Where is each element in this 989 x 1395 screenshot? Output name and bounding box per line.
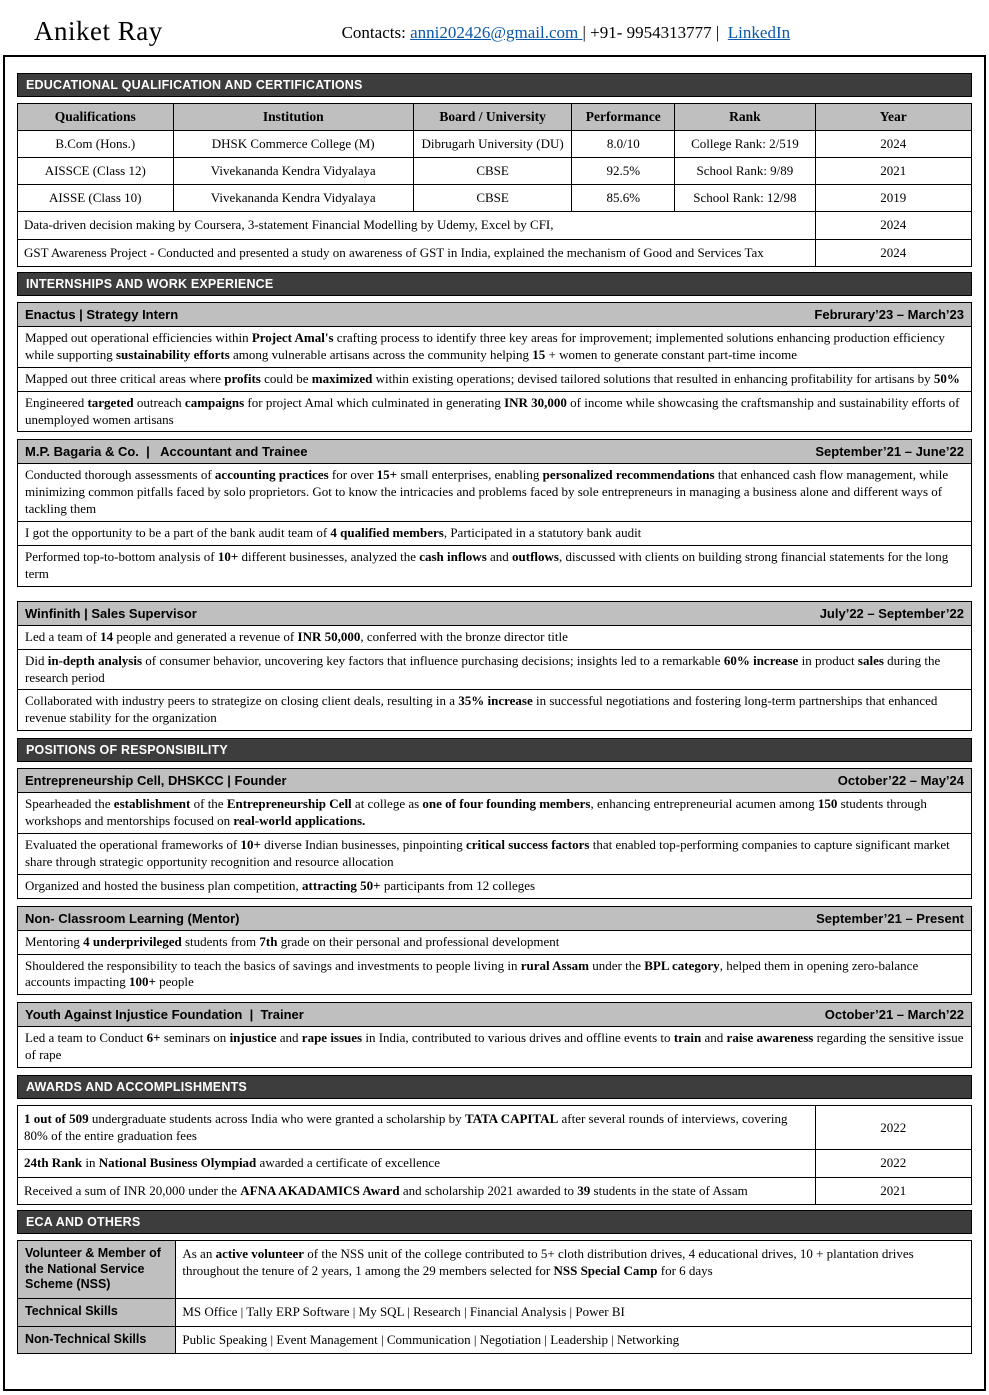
position-entry-ecell xyxy=(17,768,972,898)
contact-line xyxy=(163,16,969,43)
award-row xyxy=(18,1177,972,1205)
year-cell: 2021 xyxy=(815,158,971,185)
eca-text: MS Office | Tally ERP Software | My SQL | Research | Financial Analysis | Power BI xyxy=(176,1299,972,1327)
entry-role: Entrepreneurship Cell, DHSKCC | Founder xyxy=(25,773,287,789)
entry-period: Februrary’23 – March’23 xyxy=(814,307,964,322)
award-text: 24th Rank in National Business Olympiad awarded a certificate of excellence xyxy=(18,1150,816,1178)
bullet-item: I got the opportunity to be a part of the bank audit team of 4 qualified members, Participated in a statutory bank audit xyxy=(18,522,971,546)
entry-header xyxy=(18,1003,971,1027)
award-row xyxy=(18,1106,972,1150)
entry-period: October’22 – May’24 xyxy=(837,773,964,789)
phone-number: +91- 9954313777 xyxy=(590,23,712,42)
position-entry-yaif xyxy=(17,1002,972,1068)
column-header-institution: Institution xyxy=(173,104,413,131)
contacts-label: Contacts: xyxy=(341,23,411,42)
entry-role: Winfinith | Sales Supervisor xyxy=(25,605,197,621)
education-header-row xyxy=(18,104,972,131)
entry-period: September’21 – Present xyxy=(816,910,964,926)
bullet-item: Engineered targeted outreach campaigns for project Amal which culminated in generating INR 30,000 of income while showcasing the craftsmanship and sustainability efforts of unemployed women artisans xyxy=(25,394,960,427)
position-entry-mentor xyxy=(17,906,972,996)
award-year: 2022 xyxy=(815,1150,971,1178)
performance-cell: 85.6% xyxy=(572,185,675,212)
qualification-cell: B.Com (Hons.) xyxy=(18,131,174,158)
year-cell: 2019 xyxy=(815,185,971,212)
entry-role: Non- Classroom Learning (Mentor) xyxy=(25,910,240,926)
bullet-item: Performed top-to-bottom analysis of 10+ different businesses, analyzed the cash inflows and outflows, discussed with clients on building strong financial statements for the long term xyxy=(25,549,949,581)
entry-header xyxy=(18,907,971,931)
eca-label: Technical Skills xyxy=(18,1299,176,1327)
certification-text: GST Awareness Project - Conducted and presented a study on awareness of GST in India, explained the mechanism of Good and Services Tax xyxy=(18,239,816,267)
bullet-item: Led a team of 14 people and generated a revenue of INR 50,000, conferred with the bronze director title xyxy=(18,626,971,650)
institution-cell: Vivekananda Kendra Vidyalaya xyxy=(173,185,413,212)
eca-text: As an active volunteer of the NSS unit of the college contributed to 5+ cloth distribution drives, 4 educational drives, 10 + plantation drives throughout the tenure of 2 years, 1 among the 29 members selected for NSS Special Camp for 6 days xyxy=(176,1241,972,1299)
award-text: Received a sum of INR 20,000 under the AFNA AKADAMICS Award and scholarship 2021 awarded to 39 students in the state of Assam xyxy=(18,1177,816,1205)
eca-row-nss xyxy=(18,1241,972,1299)
year-cell: 2024 xyxy=(815,131,971,158)
bullet-item: Mapped out three critical areas where profits could be maximized within existing operations; devised tailored solutions that resulted in enhancing profitability for artisans by 50% xyxy=(18,368,971,392)
bullet-item: Evaluated the operational frameworks of 10+ diverse Indian businesses, pinpointing critical success factors that enabled top-performing companies to capture significant market share through strategic opportunity recognition and resource allocation xyxy=(18,834,971,875)
column-header-performance: Performance xyxy=(572,104,675,131)
award-row xyxy=(18,1150,972,1178)
certification-year: 2024 xyxy=(815,212,971,240)
performance-cell: 8.0/10 xyxy=(572,131,675,158)
bullet-item: Led a team to Conduct 6+ seminars on injustice and rape issues in India, contributed to various drives and offline events to train and raise awareness regarding the sensitive issue of rape xyxy=(25,1030,964,1063)
entry-period: July’22 – September’22 xyxy=(819,605,964,621)
institution-cell: Vivekananda Kendra Vidyalaya xyxy=(173,158,413,185)
board-cell: Dibrugarh University (DU) xyxy=(413,131,571,158)
entry-header xyxy=(18,769,971,793)
bullet-item: Did in-depth analysis of consumer behavior, uncovering key factors that influence purchasing decisions; insights led to a remarkable 60% increase in product sales during the research period xyxy=(18,650,971,691)
institution-cell: DHSK Commerce College (M) xyxy=(173,131,413,158)
column-header-year: Year xyxy=(815,104,971,131)
column-header-qualifications: Qualifications xyxy=(18,104,174,131)
candidate-name: Aniket Ray xyxy=(34,16,163,46)
section-header-awards: AWARDS AND ACCOMPLISHMENTS xyxy=(17,1075,972,1099)
eca-row-technical-skills xyxy=(18,1299,972,1327)
performance-cell: 92.5% xyxy=(572,158,675,185)
education-table xyxy=(17,103,972,267)
certification-row xyxy=(18,212,972,240)
section-header-education: EDUCATIONAL QUALIFICATION AND CERTIFICATIONS xyxy=(17,73,972,97)
resume-header xyxy=(0,0,989,53)
linkedin-link[interactable]: LinkedIn xyxy=(727,23,791,42)
content-frame xyxy=(3,55,986,1391)
qualification-cell: AISSCE (Class 12) xyxy=(18,158,174,185)
entry-header xyxy=(18,440,971,464)
eca-label: Volunteer & Member of the National Service Scheme (NSS) xyxy=(18,1241,176,1299)
experience-entry-winfinith xyxy=(17,601,972,731)
email-link[interactable]: anni202426@gmail.com xyxy=(410,23,583,42)
bullet-item: Organized and hosted the business plan competition, attracting 50+ participants from 12 colleges xyxy=(25,877,536,893)
qualification-cell: AISSE (Class 10) xyxy=(18,185,174,212)
award-year: 2022 xyxy=(815,1106,971,1150)
eca-label: Non-Technical Skills xyxy=(18,1326,176,1354)
education-row-class10 xyxy=(18,185,972,212)
entry-role: Youth Against Injustice Foundation | Trainer xyxy=(25,1007,304,1023)
bullet-item: Mentoring 4 underprivileged students from 7th grade on their personal and professional development xyxy=(18,931,971,955)
column-header-rank: Rank xyxy=(675,104,815,131)
certification-row xyxy=(18,239,972,267)
bullet-item: Conducted thorough assessments of accounting practices for over 15+ small enterprises, enabling personalized recommendations that enhanced cash flow management, while minimizing common pitfalls faced by solo proprietors. Got to know the intricacies and problems faced by sole entrepreneurs in managing a business alone and different ways of tackling them xyxy=(18,464,971,522)
entry-header xyxy=(18,602,971,626)
rank-cell: School Rank: 12/98 xyxy=(675,185,815,212)
board-cell: CBSE xyxy=(413,158,571,185)
contact-separator-2: | xyxy=(711,23,728,42)
award-text: 1 out of 509 undergraduate students across India who were granted a scholarship by TATA CAPITAL after several rounds of interviews, covering 80% of the entire graduation fees xyxy=(18,1106,816,1150)
section-header-internships: INTERNSHIPS AND WORK EXPERIENCE xyxy=(17,272,972,296)
board-cell: CBSE xyxy=(413,185,571,212)
eca-row-non-technical-skills xyxy=(18,1326,972,1354)
certification-text: Data-driven decision making by Coursera, 3-statement Financial Modelling by Udemy, Excel by CFI, xyxy=(18,212,816,240)
section-header-eca: ECA AND OTHERS xyxy=(17,1210,972,1234)
entry-role: Enactus | Strategy Intern xyxy=(25,307,179,322)
experience-entry-mp-bagaria xyxy=(17,439,972,586)
contact-separator: | xyxy=(582,23,591,42)
rank-cell: School Rank: 9/89 xyxy=(675,158,815,185)
eca-table xyxy=(17,1240,972,1354)
column-header-board: Board / University xyxy=(413,104,571,131)
education-row-class12 xyxy=(18,158,972,185)
entry-period: September’21 – June’22 xyxy=(815,444,964,460)
bullet-item: Mapped out operational efficiencies within Project Amal's crafting process to identify three key areas for improvement; implemented solutions enhancing production efficiency while supporting sustainability efforts among vulnerable artisans across the community helping 15 + women to generate constant part-time income xyxy=(18,327,971,368)
experience-entry-enactus xyxy=(17,302,972,432)
bullet-item: Shouldered the responsibility to teach the basics of savings and investments to people living in rural Assam under the BPL category, helped them in opening zero-balance accounts impacting 100+ people xyxy=(25,957,919,990)
awards-table xyxy=(17,1105,972,1205)
section-header-positions: POSITIONS OF RESPONSIBILITY xyxy=(17,738,972,762)
bullet-item: Collaborated with industry peers to strategize on closing client deals, resulting in a 35% increase in successful negotiations and fostering long-term partnerships that enhanced revenue stability for the organization xyxy=(25,693,938,726)
eca-text: Public Speaking | Event Management | Communication | Negotiation | Leadership | Networking xyxy=(176,1326,972,1354)
entry-period: October’21 – March’22 xyxy=(824,1007,964,1023)
entry-role: M.P. Bagaria & Co. | Accountant and Trainee xyxy=(25,444,308,460)
award-year: 2021 xyxy=(815,1177,971,1205)
certification-year: 2024 xyxy=(815,239,971,267)
rank-cell: College Rank: 2/519 xyxy=(675,131,815,158)
entry-header xyxy=(18,303,971,327)
education-row-bcom xyxy=(18,131,972,158)
bullet-item: Spearheaded the establishment of the Entrepreneurship Cell at college as one of four founding members, enhancing entrepreneurial acumen among 150 students through workshops and mentorships focused on real-world applications. xyxy=(18,793,971,834)
